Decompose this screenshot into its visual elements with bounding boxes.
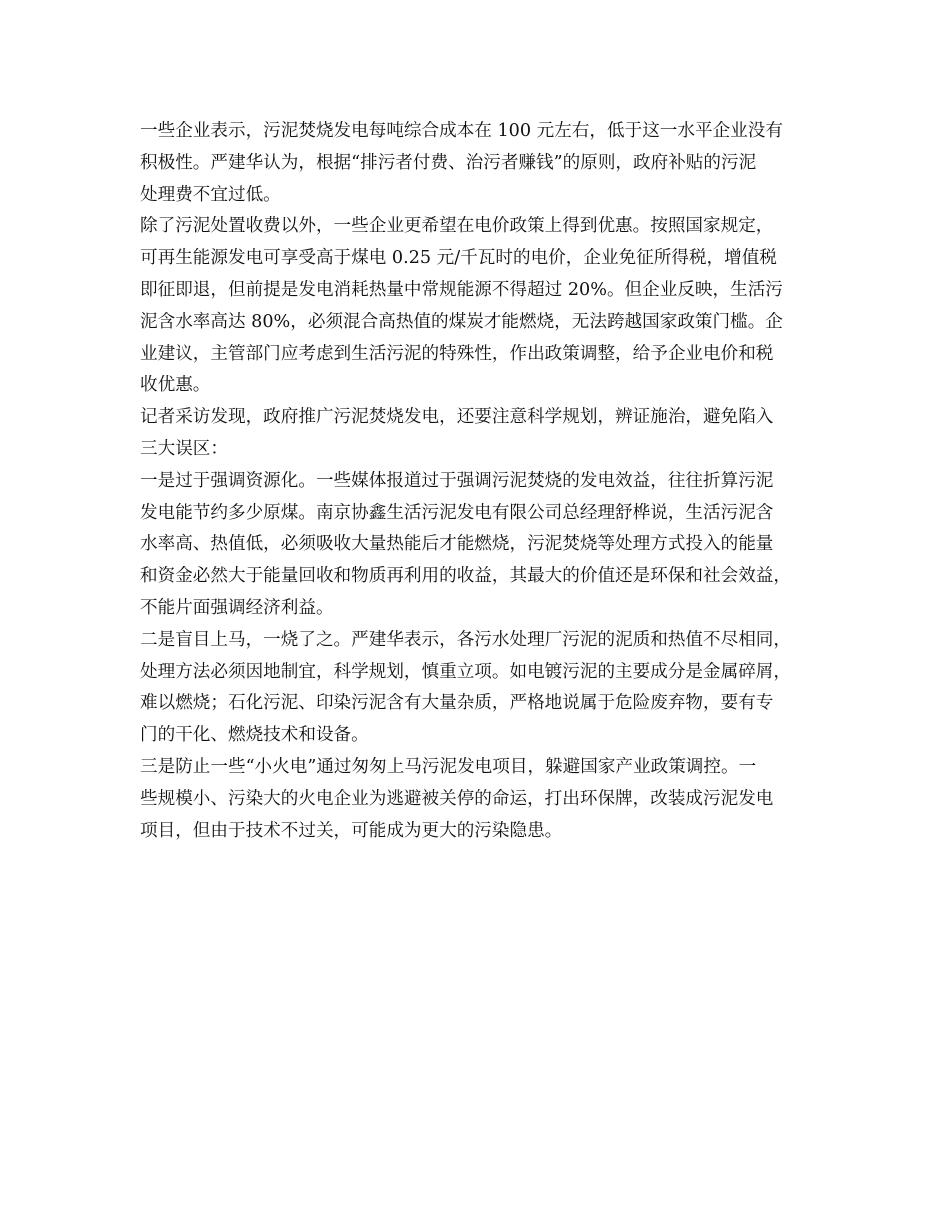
text-line: 三大误区： [140, 438, 228, 459]
document-body [140, 116, 828, 847]
text-line: 处理费不宜过低。 [140, 184, 281, 205]
text-line: 发电能节约多少原煤。南京协鑫生活污泥发电有限公司总经理舒桦说，生活污泥含 [140, 502, 774, 523]
text-line: 泥含水率高达 80%，必须混合高热值的煤炭才能燃烧，无法跨越国家政策门槛。企 [140, 311, 783, 332]
text-line: 积极性。严建华认为，根据“排污者付费、治污者赚钱”的原则，政府补贴的污泥 [140, 152, 757, 173]
text-line: 处理方法必须因地制宜，科学规划，慎重立项。如电镀污泥的主要成分是金属碎屑， [140, 661, 791, 682]
text-line: 难以燃烧；石化污泥、印染污泥含有大量杂质，严格地说属于危险废弃物，要有专 [140, 693, 774, 714]
text-line: 些规模小、污染大的火电企业为逃避被关停的命运，打出环保牌，改装成污泥发电 [140, 788, 774, 809]
paragraph [140, 625, 828, 752]
paragraph [140, 116, 828, 211]
paragraph [140, 752, 828, 847]
text-line: 一是过于强调资源化。一些媒体报道过于强调污泥焚烧的发电效益，往往折算污泥 [140, 470, 774, 491]
text-line: 水率高、热值低，必须吸收大量热能后才能燃烧，污泥焚烧等处理方式投入的能量 [140, 534, 774, 555]
paragraph [140, 402, 828, 466]
text-line: 收优惠。 [140, 375, 211, 396]
text-line: 可再生能源发电可享受高于煤电 0.25 元/千瓦时的电价，企业免征所得税，增值税 [140, 248, 777, 269]
paragraph [140, 466, 828, 625]
text-line: 一些企业表示，污泥焚烧发电每吨综合成本在 100 元左右，低于这一水平企业没有 [140, 121, 783, 141]
text-line: 不能片面强调经济利益。 [140, 597, 334, 618]
text-line: 即征即退，但前提是发电消耗热量中常规能源不得超过 20%。但企业反映，生活污 [140, 279, 783, 300]
text-line: 二是盲目上马，一烧了之。严建华表示，各污水处理厂污泥的泥质和热值不尽相同， [140, 629, 791, 650]
text-line: 项目，但由于技术不过关，可能成为更大的污染隐患。 [140, 820, 563, 841]
text-line: 除了污泥处置收费以外，一些企业更希望在电价政策上得到优惠。按照国家规定， [140, 216, 774, 237]
text-line: 记者采访发现，政府推广污泥焚烧发电，还要注意科学规划，辨证施治，避免陷入 [140, 407, 774, 428]
text-line: 三是防止一些“小火电”通过匆匆上马污泥发电项目，躲避国家产业政策调控。一 [140, 756, 757, 777]
text-line: 和资金必然大于能量回收和物质再利用的收益，其最大的价值还是环保和社会效益， [140, 566, 791, 587]
paragraph [140, 211, 828, 402]
text-line: 业建议，主管部门应考虑到生活污泥的特殊性，作出政策调整，给予企业电价和税 [140, 343, 774, 364]
text-line: 门的干化、燃烧技术和设备。 [140, 725, 369, 746]
